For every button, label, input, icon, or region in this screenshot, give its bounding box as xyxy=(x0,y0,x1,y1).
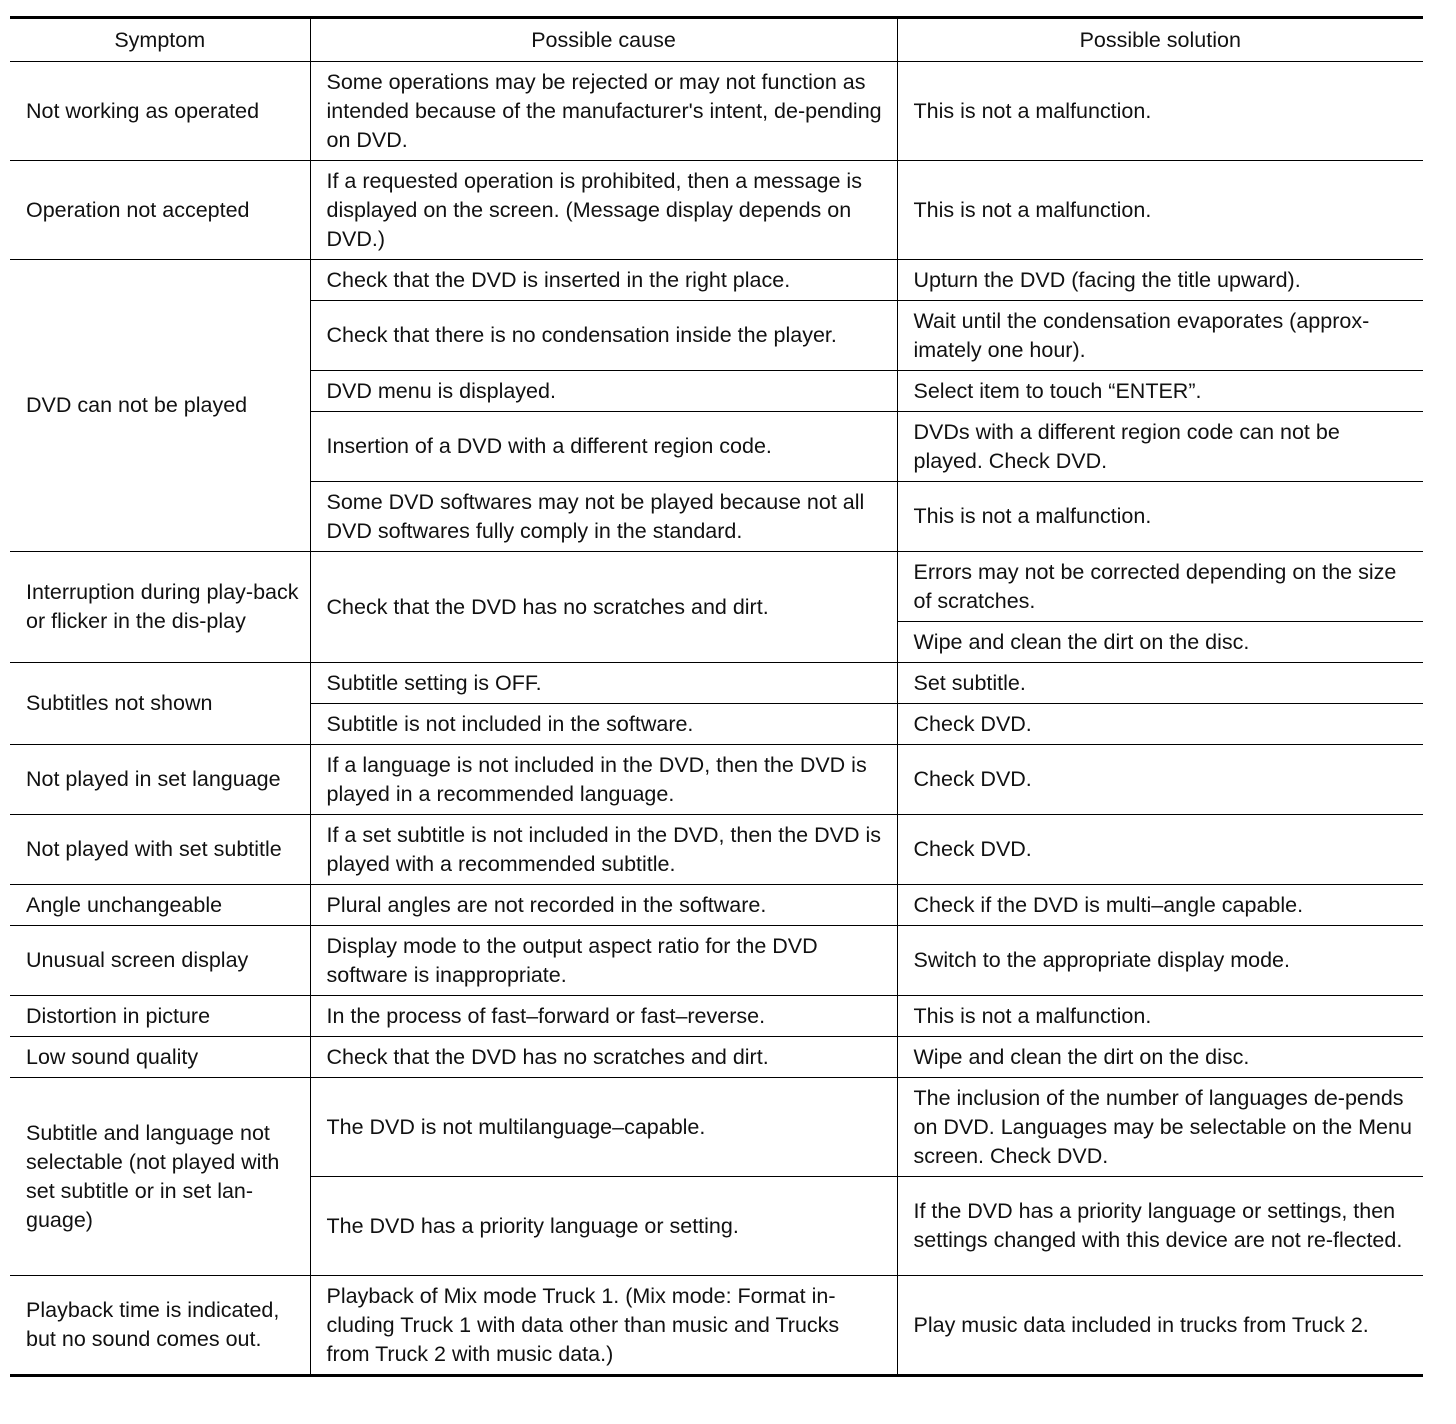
symptom-cell: Interruption during play-back or flicker in the dis-play xyxy=(10,552,310,663)
cause-cell: Playback of Mix mode Truck 1. (Mix mode: Format in-cluding Truck 1 with data other than music and Trucks from Truck 2 with music data.) xyxy=(310,1276,897,1376)
cause-cell: The DVD has a priority language or setting. xyxy=(310,1177,897,1276)
cause-cell: Subtitle setting is OFF. xyxy=(310,663,897,704)
solution-cell: DVDs with a different region code can not be played. Check DVD. xyxy=(897,412,1423,482)
table-row xyxy=(10,161,1423,260)
header-row xyxy=(10,18,1423,62)
table-row xyxy=(10,745,1423,815)
table-row xyxy=(10,1078,1423,1177)
symptom-cell: Operation not accepted xyxy=(10,161,310,260)
cause-cell: Subtitle is not included in the software. xyxy=(310,704,897,745)
cause-cell: In the process of fast–forward or fast–reverse. xyxy=(310,996,897,1037)
cause-cell: Check that the DVD has no scratches and dirt. xyxy=(310,552,897,663)
symptom-cell: Not played in set language xyxy=(10,745,310,815)
solution-cell: Check DVD. xyxy=(897,745,1423,815)
solution-cell: Wipe and clean the dirt on the disc. xyxy=(897,1037,1423,1078)
solution-cell: Select item to touch “ENTER”. xyxy=(897,371,1423,412)
solution-cell: Wait until the condensation evaporates (approx-imately one hour). xyxy=(897,301,1423,371)
cause-cell: Check that the DVD has no scratches and dirt. xyxy=(310,1037,897,1078)
cause-cell: Check that there is no condensation inside the player. xyxy=(310,301,897,371)
solution-cell: Errors may not be corrected depending on the size of scratches. xyxy=(897,552,1423,622)
symptom-cell: Playback time is indicated, but no sound comes out. xyxy=(10,1276,310,1376)
cause-cell: The DVD is not multilanguage–capable. xyxy=(310,1078,897,1177)
table-row xyxy=(10,1037,1423,1078)
table-row xyxy=(10,926,1423,996)
solution-cell: Wipe and clean the dirt on the disc. xyxy=(897,622,1423,663)
symptom-cell: Not working as operated xyxy=(10,62,310,161)
table-row xyxy=(10,815,1423,885)
table-row xyxy=(10,996,1423,1037)
solution-cell: If the DVD has a priority language or settings, then settings changed with this device are not re-flected. xyxy=(897,1177,1423,1276)
cause-cell: Some operations may be rejected or may not function as intended because of the manufacturer's intent, de-pending on DVD. xyxy=(310,62,897,161)
cause-cell: If a set subtitle is not included in the DVD, then the DVD is played with a recommended subtitle. xyxy=(310,815,897,885)
symptom-cell: DVD can not be played xyxy=(10,260,310,552)
solution-cell: Switch to the appropriate display mode. xyxy=(897,926,1423,996)
symptom-cell: Unusual screen display xyxy=(10,926,310,996)
symptom-cell: Subtitles not shown xyxy=(10,663,310,745)
table-row xyxy=(10,260,1423,301)
cause-cell: If a language is not included in the DVD, then the DVD is played in a recommended language. xyxy=(310,745,897,815)
cause-cell: If a requested operation is prohibited, then a message is displayed on the screen. (Message display depends on DVD.) xyxy=(310,161,897,260)
solution-cell: The inclusion of the number of languages de-pends on DVD. Languages may be selectable on the Menu screen. Check DVD. xyxy=(897,1078,1423,1177)
cause-cell: Plural angles are not recorded in the software. xyxy=(310,885,897,926)
cause-cell: Insertion of a DVD with a different region code. xyxy=(310,412,897,482)
symptom-cell: Distortion in picture xyxy=(10,996,310,1037)
solution-cell: This is not a malfunction. xyxy=(897,996,1423,1037)
solution-cell: Set subtitle. xyxy=(897,663,1423,704)
header-possible-solution: Possible solution xyxy=(897,18,1423,62)
solution-cell: Check DVD. xyxy=(897,704,1423,745)
symptom-cell: Angle unchangeable xyxy=(10,885,310,926)
header-symptom: Symptom xyxy=(10,18,310,62)
solution-cell: Upturn the DVD (facing the title upward). xyxy=(897,260,1423,301)
header-possible-cause: Possible cause xyxy=(310,18,897,62)
solution-cell: Check if the DVD is multi–angle capable. xyxy=(897,885,1423,926)
table-row xyxy=(10,885,1423,926)
solution-cell: Check DVD. xyxy=(897,815,1423,885)
cause-cell: DVD menu is displayed. xyxy=(310,371,897,412)
table-row xyxy=(10,62,1423,161)
solution-cell: This is not a malfunction. xyxy=(897,482,1423,552)
cause-cell: Check that the DVD is inserted in the right place. xyxy=(310,260,897,301)
table-row xyxy=(10,663,1423,704)
symptom-cell: Not played with set subtitle xyxy=(10,815,310,885)
solution-cell: Play music data included in trucks from Truck 2. xyxy=(897,1276,1423,1376)
symptom-cell: Low sound quality xyxy=(10,1037,310,1078)
cause-cell: Some DVD softwares may not be played because not all DVD softwares fully comply in the standard. xyxy=(310,482,897,552)
solution-cell: This is not a malfunction. xyxy=(897,62,1423,161)
table-row xyxy=(10,1276,1423,1376)
symptom-cell: Subtitle and language not selectable (not played with set subtitle or in set lan-guage) xyxy=(10,1078,310,1276)
cause-cell: Display mode to the output aspect ratio for the DVD software is inappropriate. xyxy=(310,926,897,996)
solution-cell: This is not a malfunction. xyxy=(897,161,1423,260)
table-row xyxy=(10,552,1423,622)
troubleshooting-table xyxy=(10,16,1423,1377)
